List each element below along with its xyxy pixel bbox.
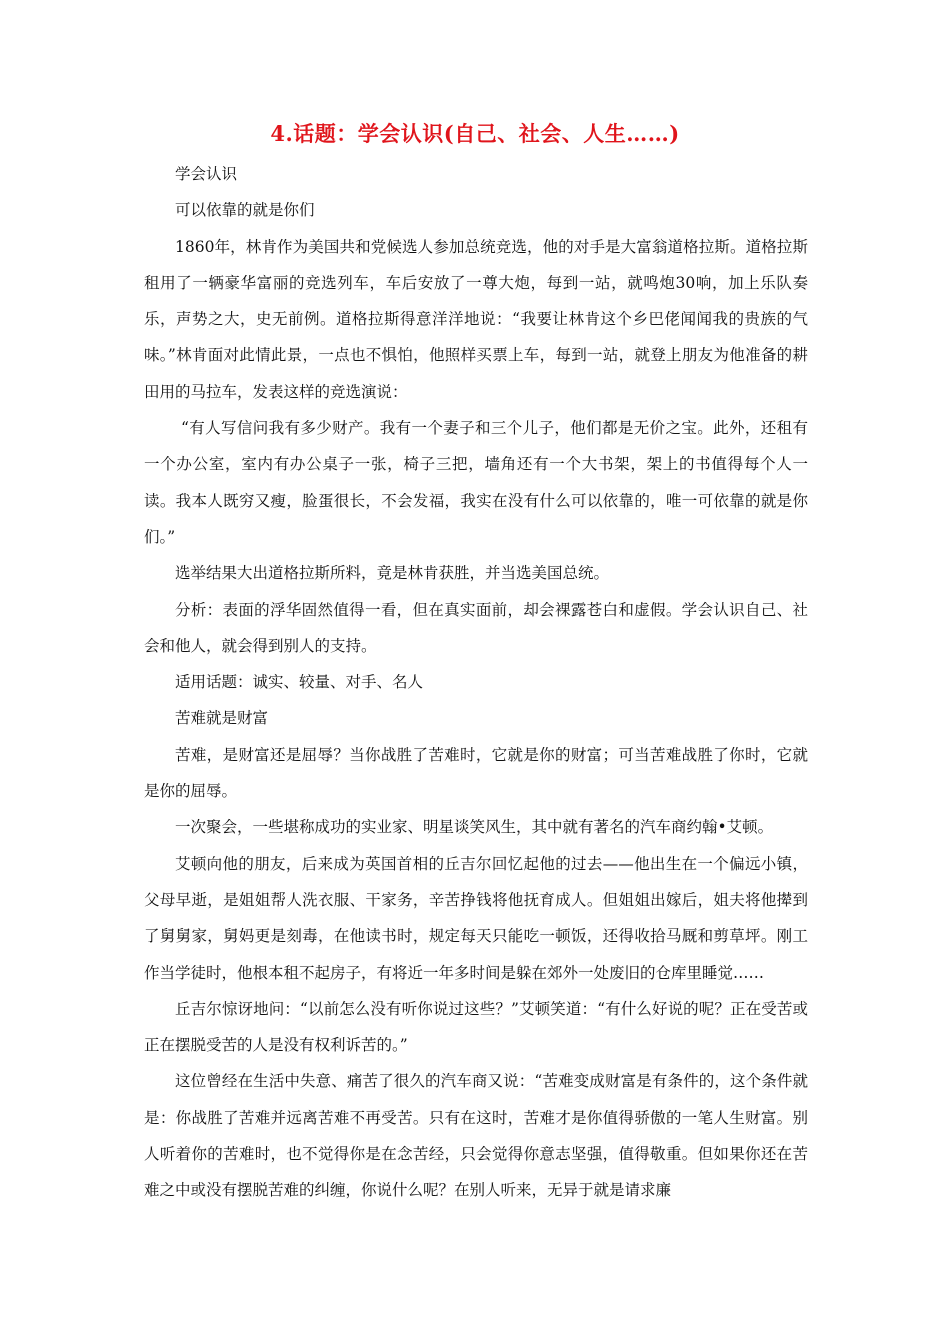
paragraph: 苦难，是财富还是屈辱？当你战胜了苦难时，它就是你的财富；可当苦难战胜了你时，它就是你的屈辱。 [144, 745, 808, 801]
paragraph-quote: “有人写信问我有多少财产。我有一个妻子和三个儿子，他们都是无价之宝。此外，还租有一个办公室，室内有办公桌子一张，椅子三把，墙角还有一个大书架，架上的书值得每个人一读。我本人既穷又瘦，脸蛋很长，不会发福，我实在没有什么可以依靠的，唯一可依靠的就是你们。” [144, 419, 808, 546]
paragraph-subheading-hardship: 苦难就是财富 [175, 709, 269, 728]
paragraph: 选举结果大出道格拉斯所料，竟是林肯获胜，并当选美国总统。 [175, 564, 610, 583]
paragraph: 1860年，林肯作为美国共和党候选人参加总统竞选，他的对手是大富翁道格拉斯。道格拉斯租用了一辆豪华富丽的竞选列车，车后安放了一尊大炮，每到一站，就鸣炮30响，加上乐队奏乐，声势之大，史无前例。道格拉斯得意洋洋地说：“我要让林肯这个乡巴佬闻闻我的贵族的气味。”林肯面对此情此景，一点也不惧怕，他照样买票上车，每到一站，就登上朋友为他准备的耕田用的马拉车，发表这样的竞选演说： [144, 237, 808, 401]
paragraph: 一次聚会，一些堪称成功的实业家、明星谈笑风生，其中就有著名的汽车商约翰•艾顿。 [175, 818, 774, 837]
paragraph-heading-learn: 学会认识 [175, 165, 238, 183]
paragraph: 这位曾经在生活中失意、痛苦了很久的汽车商又说：“苦难变成财富是有条件的，这个条件就是：你战胜了苦难并远离苦难不再受苦。只有在这时，苦难才是你值得骄傲的一笔人生财富。别人听着你的苦难时，也不觉得你是在念苦经，只会觉得你意志坚强，值得敬重。但如果你还在苦难之中或没有摆脱苦难的纠缠，你说什么呢？在别人听来，无异于就是请求廉 [144, 1072, 808, 1200]
paragraph-analysis: 分析：表面的浮华固然值得一看，但在真实面前，却会裸露苍白和虚假。学会认识自己、社会和他人，就会得到别人的支持。 [144, 600, 808, 655]
paragraph-topics: 适用话题：诚实、较量、对手、名人 [175, 673, 424, 692]
document-body [144, 156, 808, 1209]
paragraph-subheading-rely: 可以依靠的就是你们 [175, 201, 315, 220]
paragraph: 艾顿向他的朋友，后来成为英国首相的丘吉尔回忆起他的过去——他出生在一个偏远小镇，父母早逝，是姐姐帮人洗衣服、干家务，辛苦挣钱将他抚育成人。但姐姐出嫁后，姐夫将他撵到了舅舅家，舅妈更是刻毒，在他读书时，规定每天只能吃一顿饭，还得收拾马厩和剪草坪。刚工作当学徒时，他根本租不起房子，有将近一年多时间是躲在郊外一处废旧的仓库里睡觉…… [144, 854, 808, 982]
paragraph: 丘吉尔惊讶地问：“以前怎么没有听你说过这些？”艾顿笑道：“有什么好说的呢？正在受苦或正在摆脱受苦的人是没有权利诉苦的。” [144, 999, 808, 1055]
document-title: 4.话题：学会认识(自己、社会、人生……) [270, 121, 680, 146]
